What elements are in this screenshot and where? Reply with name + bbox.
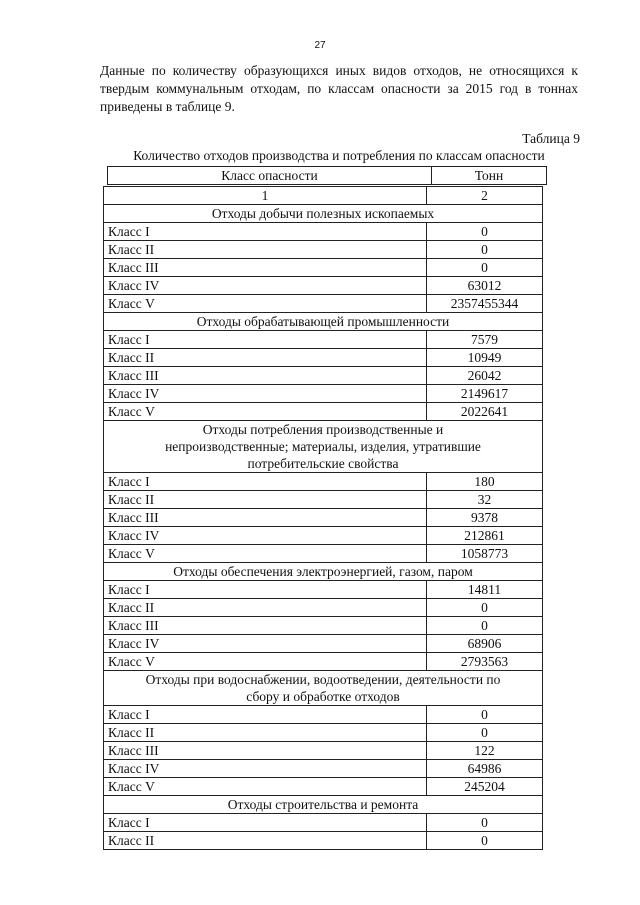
hazard-class-cell: Класс III [104, 617, 427, 635]
table-row [104, 832, 543, 850]
table-row [104, 349, 543, 367]
hazard-class-cell: Класс I [104, 331, 427, 349]
table-row [104, 760, 543, 778]
table-row [104, 331, 543, 349]
section-row [104, 205, 543, 223]
waste-table [103, 186, 543, 850]
table-row [104, 617, 543, 635]
section-title: Отходы потребления производственные и непроизводственные; материалы, изделия, утратившие потребительские свойства [104, 421, 543, 473]
table-row [104, 385, 543, 403]
tons-value-cell: 122 [427, 742, 543, 760]
tons-value-cell: 68906 [427, 635, 543, 653]
header-tons: Тонн [432, 167, 547, 185]
table-row [104, 527, 543, 545]
column-number-1: 1 [104, 187, 427, 205]
table-row [104, 581, 543, 599]
hazard-class-cell: Класс V [104, 778, 427, 796]
hazard-class-cell: Класс II [104, 599, 427, 617]
hazard-class-cell: Класс I [104, 581, 427, 599]
table-row [104, 509, 543, 527]
section-title: Отходы строительства и ремонта [104, 796, 543, 814]
table-row [104, 814, 543, 832]
hazard-class-cell: Класс IV [104, 385, 427, 403]
tons-value-cell: 14811 [427, 581, 543, 599]
tons-value-cell: 1058773 [427, 545, 543, 563]
table-row [104, 599, 543, 617]
section-title: Отходы обрабатывающей промышленности [104, 313, 543, 331]
tons-value-cell: 0 [427, 617, 543, 635]
table-row [104, 277, 543, 295]
column-number-2: 2 [427, 187, 543, 205]
tons-value-cell: 0 [427, 724, 543, 742]
table-row [104, 295, 543, 313]
tons-value-cell: 64986 [427, 760, 543, 778]
tons-value-cell: 26042 [427, 367, 543, 385]
hazard-class-cell: Класс III [104, 509, 427, 527]
header-row [108, 167, 547, 185]
tons-value-cell: 32 [427, 491, 543, 509]
header-class: Класс опасности [108, 167, 432, 185]
tons-value-cell: 0 [427, 814, 543, 832]
hazard-class-cell: Класс IV [104, 527, 427, 545]
section-row [104, 313, 543, 331]
hazard-class-cell: Класс I [104, 814, 427, 832]
hazard-class-cell: Класс III [104, 259, 427, 277]
table-row [104, 473, 543, 491]
hazard-class-cell: Класс II [104, 349, 427, 367]
table-row [104, 491, 543, 509]
column-numbers-row [104, 187, 543, 205]
tons-value-cell: 0 [427, 599, 543, 617]
section-title: Отходы обеспечения электроэнергией, газом, паром [104, 563, 543, 581]
table-row [104, 403, 543, 421]
hazard-class-cell: Класс II [104, 241, 427, 259]
tons-value-cell: 0 [427, 241, 543, 259]
table-row [104, 706, 543, 724]
section-row [104, 563, 543, 581]
hazard-class-cell: Класс IV [104, 760, 427, 778]
table-row [104, 778, 543, 796]
section-row [104, 421, 543, 473]
hazard-class-cell: Класс I [104, 473, 427, 491]
tons-value-cell: 7579 [427, 331, 543, 349]
hazard-class-cell: Класс III [104, 367, 427, 385]
page-number: 27 [314, 40, 326, 51]
hazard-class-cell: Класс IV [104, 277, 427, 295]
table-row [104, 653, 543, 671]
tons-value-cell: 10949 [427, 349, 543, 367]
table-row [104, 223, 543, 241]
tons-value-cell: 0 [427, 706, 543, 724]
hazard-class-cell: Класс III [104, 742, 427, 760]
section-row [104, 796, 543, 814]
hazard-class-cell: Класс II [104, 491, 427, 509]
table-title: Количество отходов производства и потребления по классам опасности [133, 148, 545, 163]
hazard-class-cell: Класс I [104, 706, 427, 724]
hazard-class-cell: Класс V [104, 295, 427, 313]
table-row [104, 367, 543, 385]
tons-value-cell: 0 [427, 259, 543, 277]
section-row [104, 671, 543, 706]
table-row [104, 724, 543, 742]
tons-value-cell: 2022641 [427, 403, 543, 421]
table-label: Таблица 9 [522, 131, 580, 146]
tons-value-cell: 63012 [427, 277, 543, 295]
tons-value-cell: 212861 [427, 527, 543, 545]
table-row [104, 259, 543, 277]
table-header [107, 166, 547, 185]
tons-value-cell: 2357455344 [427, 295, 543, 313]
hazard-class-cell: Класс I [104, 223, 427, 241]
intro-paragraph: Данные по количеству образующихся иных видов отходов, не относящихся к твердым коммунальным отходам, по классам опасности за 2015 год в тоннах приведены в таблице 9. [100, 63, 578, 114]
tons-value-cell: 9378 [427, 509, 543, 527]
tons-value-cell: 245204 [427, 778, 543, 796]
tons-value-cell: 0 [427, 223, 543, 241]
tons-value-cell: 2793563 [427, 653, 543, 671]
hazard-class-cell: Класс II [104, 832, 427, 850]
tons-value-cell: 2149617 [427, 385, 543, 403]
section-title: Отходы при водоснабжении, водоотведении, деятельности по сбору и обработке отходов [104, 671, 543, 706]
section-title: Отходы добычи полезных ископаемых [104, 205, 543, 223]
table-row [104, 241, 543, 259]
table-row [104, 742, 543, 760]
hazard-class-cell: Класс V [104, 403, 427, 421]
table-row [104, 545, 543, 563]
hazard-class-cell: Класс V [104, 653, 427, 671]
hazard-class-cell: Класс II [104, 724, 427, 742]
tons-value-cell: 180 [427, 473, 543, 491]
hazard-class-cell: Класс IV [104, 635, 427, 653]
table-row [104, 635, 543, 653]
hazard-class-cell: Класс V [104, 545, 427, 563]
waste-table-body [104, 187, 543, 850]
tons-value-cell: 0 [427, 832, 543, 850]
